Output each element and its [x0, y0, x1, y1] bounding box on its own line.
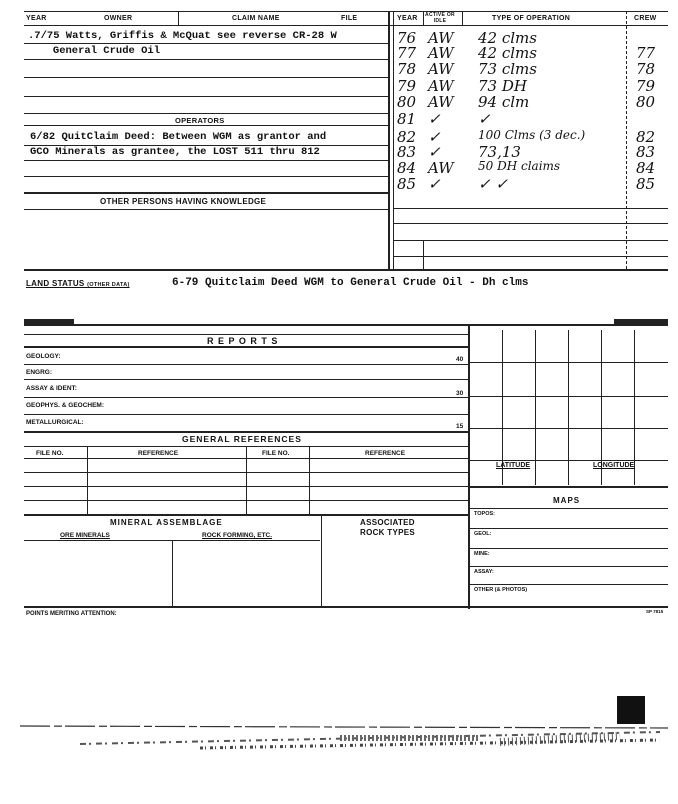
land-status-label: LAND STATUS (OTHER DATA) — [26, 279, 130, 288]
latitude-label: LATITUDE — [496, 462, 531, 469]
activity-operation: 42 clms — [478, 44, 537, 62]
activity-year: 81 — [397, 110, 417, 128]
activity-status: AW — [428, 93, 454, 111]
owner-entry-2: General Crude Oil — [34, 45, 161, 57]
report-assay: ASSAY & IDENT: — [26, 385, 77, 392]
maps-other: OTHER (& PHOTOS) — [474, 587, 528, 593]
operators-heading: OPERATORS — [175, 116, 225, 125]
operators-line-2: GCO Minerals as grantee, the LOST 511 thru 812 — [30, 146, 320, 158]
scan-artifact-band — [20, 718, 668, 754]
activity-year: 78 — [397, 60, 417, 78]
activity-status: ✓ — [428, 143, 441, 161]
col-year: YEAR — [26, 15, 47, 22]
activity-status: ✓ — [428, 128, 441, 146]
activity-status: AW — [428, 159, 454, 177]
activity-operation: ✓ ✓ — [478, 175, 508, 193]
maps-topos: TOPOS: — [474, 511, 495, 517]
activity-crew: 85 — [636, 175, 656, 193]
report-geology: GEOLOGY: — [26, 353, 61, 360]
col-year-2: YEAR — [397, 15, 418, 22]
activity-year: 84 — [397, 159, 417, 177]
activity-operation: ✓ — [478, 110, 491, 128]
activity-crew: 77 — [636, 44, 656, 62]
general-references-heading: GENERAL REFERENCES — [182, 434, 302, 444]
land-status-text: 6-79 Quitclaim Deed WGM to General Crude Oil - Dh clms — [172, 277, 529, 289]
ref-col-file-2: FILE NO. — [262, 450, 290, 457]
ref-col-reference-2: REFERENCE — [365, 450, 406, 457]
col-crew: CREW — [634, 15, 657, 22]
activity-crew: 82 — [636, 128, 656, 146]
activity-year: 79 — [397, 77, 417, 95]
col-active-idle: ACTIVE OR IDLE — [425, 12, 455, 24]
activity-year: 80 — [397, 93, 417, 111]
mineral-assemblage-heading: MINERAL ASSEMBLAGE — [110, 518, 223, 527]
report-metallurgical: METALLURGICAL: — [26, 419, 84, 426]
operators-line-1: 6/82 QuitClaim Deed: Between WGM as grantor and — [30, 131, 327, 143]
ref-col-file-1: FILE NO. — [36, 450, 64, 457]
activity-year: 83 — [397, 143, 417, 161]
activity-operation: 50 DH claims — [478, 159, 561, 173]
activity-year: 82 — [397, 128, 417, 146]
form-number: SP 7815 — [646, 609, 664, 614]
activity-year: 76 — [397, 29, 417, 47]
activity-year: 77 — [397, 44, 417, 62]
activity-year: 85 — [397, 175, 417, 193]
report-engrg: ENGRG: — [26, 369, 52, 376]
longitude-label: LONGITUDE — [593, 462, 635, 469]
activity-operation: 73,13 — [478, 143, 521, 161]
rock-forming-heading: ROCK FORMING, ETC. — [202, 532, 273, 539]
scan-black-mark — [617, 696, 645, 724]
activity-crew: 83 — [636, 143, 656, 161]
maps-assay: ASSAY: — [474, 569, 494, 575]
activity-crew: 78 — [636, 60, 656, 78]
activity-status: AW — [428, 29, 454, 47]
reports-heading: R E P O R T S — [207, 336, 279, 346]
other-persons-heading: OTHER PERSONS HAVING KNOWLEDGE — [100, 197, 267, 206]
col-owner: OWNER — [104, 15, 133, 22]
col-file: FILE — [341, 15, 358, 22]
report-assay-num: 30 — [456, 390, 464, 397]
owner-entry-1: .7/75 Watts, Griffis & McQuat see reverse CR-28 W — [28, 30, 337, 42]
points-meriting-attention: POINTS MERITING ATTENTION: — [26, 611, 117, 617]
report-metallurgical-num: 15 — [456, 423, 464, 430]
activity-operation: 100 Clms (3 dec.) — [478, 128, 586, 142]
col-claim-name: CLAIM NAME — [232, 15, 280, 22]
activity-crew: 84 — [636, 159, 656, 177]
ref-col-reference-1: REFERENCE — [138, 450, 179, 457]
activity-operation: 73 clms — [478, 60, 537, 78]
maps-mine: MINE: — [474, 551, 490, 557]
activity-status: AW — [428, 44, 454, 62]
rock-types-heading: ROCK TYPES — [360, 528, 416, 537]
activity-operation: 73 DH — [478, 77, 527, 95]
report-geophys: GEOPHYS. & GEOCHEM: — [26, 402, 105, 409]
maps-heading: MAPS — [553, 496, 581, 505]
activity-crew: 80 — [636, 93, 656, 111]
associated-heading: ASSOCIATED — [360, 518, 415, 527]
col-type-operation: TYPE OF OPERATION — [492, 15, 571, 22]
activity-status: AW — [428, 60, 454, 78]
ore-minerals-heading: ORE MINERALS — [60, 532, 110, 539]
report-geology-num: 40 — [456, 356, 464, 363]
activity-operation: 94 clm — [478, 93, 530, 111]
activity-operation: 42 clms — [478, 29, 537, 47]
activity-status: ✓ — [428, 175, 441, 193]
activity-status: ✓ — [428, 110, 441, 128]
activity-status: AW — [428, 77, 454, 95]
maps-geol: GEOL: — [474, 531, 492, 537]
activity-crew: 79 — [636, 77, 656, 95]
